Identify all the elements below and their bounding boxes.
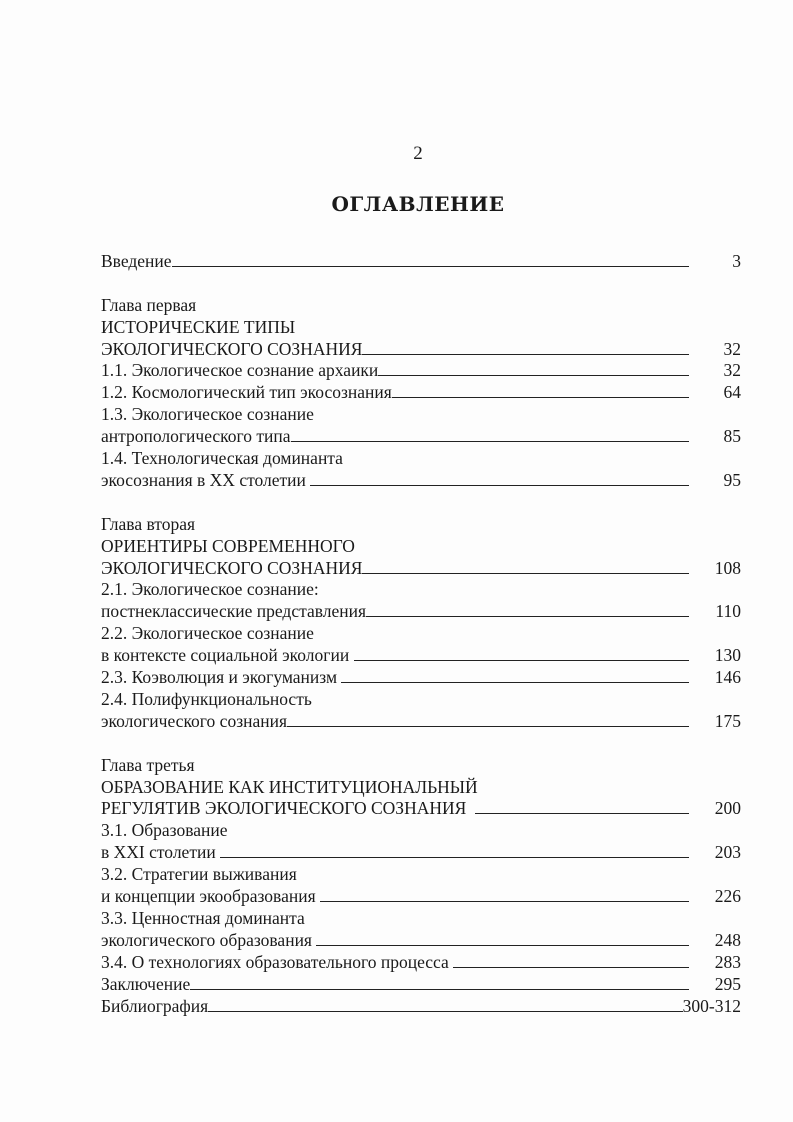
toc-entry: [101, 862, 741, 884]
toc-entry-title: 3.1. Образование: [101, 820, 228, 841]
toc-entry-title: и концепции экообразования: [101, 886, 320, 907]
toc-entry: [101, 402, 741, 424]
toc-entry-title: 2.2. Экологическое сознание: [101, 623, 314, 644]
toc-entry-title: 3.2. Стратегии выживания: [101, 864, 297, 885]
toc-entry-title: 1.1. Экологическое сознание архаики: [101, 360, 379, 381]
toc-entry: [101, 884, 741, 906]
toc-entry: [101, 840, 741, 862]
toc-entry-title: ИСТОРИЧЕСКИЕ ТИПЫ: [101, 316, 296, 337]
toc-entry-title: ЭКОЛОГИЧЕСКОГО СОЗНАНИЯ: [101, 338, 363, 359]
toc-entry: [101, 380, 741, 402]
toc-entry-title: 1.4. Технологическая доминанта: [101, 448, 343, 469]
toc-entry-title: постнеклассические представления: [101, 601, 367, 622]
toc-entry-page: 248: [714, 929, 741, 950]
toc-entry-page: 64: [723, 382, 741, 403]
toc-entry-title: Глава вторая: [101, 513, 196, 534]
leader-line: [190, 988, 689, 990]
toc-entry-page: 3: [732, 250, 741, 271]
toc-entry-page: 200: [714, 798, 741, 819]
toc-entry-title: экологического сознания: [101, 710, 288, 731]
leader-line: [453, 966, 689, 968]
toc-entry: [101, 928, 741, 950]
toc-entry: [101, 994, 741, 1016]
leader-line: [310, 484, 689, 486]
toc-entry-page: 110: [715, 601, 741, 622]
toc-entry-page: 226: [714, 886, 741, 907]
toc-entry-page: 32: [723, 338, 741, 359]
toc-entry-page: 203: [714, 842, 741, 863]
toc-entry-title: в контексте социальной экологии: [101, 645, 354, 666]
toc-entry-page: 95: [723, 469, 741, 490]
toc-entry: [101, 534, 741, 556]
leader-line: [392, 396, 689, 398]
toc-entry-title: 2.4. Полифункциональность: [101, 688, 312, 709]
toc-entry: [101, 556, 741, 578]
toc-entry-title: ОБРАЗОВАНИЕ КАК ИНСТИТУЦИОНАЛЬНЫЙ: [101, 776, 478, 797]
toc-entry-title: 1.2. Космологический тип экосознания: [101, 382, 392, 403]
toc-entry-title: Глава первая: [101, 294, 197, 315]
toc-entry: [101, 709, 741, 731]
page-number: 2: [413, 143, 423, 164]
toc-entry: [101, 468, 741, 490]
toc-entry-page: 300-312: [682, 995, 741, 1016]
toc-entry-title: экосознания в XX столетии: [101, 469, 311, 490]
toc-entry-title: Библиография: [101, 995, 209, 1016]
leader-line: [287, 725, 689, 727]
leader-line: [208, 1010, 682, 1012]
toc-entry: [101, 446, 741, 468]
leader-line: [378, 374, 689, 376]
toc-entry: [101, 775, 741, 797]
toc-entry-page: 146: [714, 667, 741, 688]
toc-entry-title: 1.3. Экологическое сознание: [101, 404, 314, 425]
toc-entry-title: 2.3. Коэволюция и экогуманизм: [101, 667, 342, 688]
toc-entry-title: ЭКОЛОГИЧЕСКОГО СОЗНАНИЯ: [101, 557, 363, 578]
toc-entry: [101, 797, 741, 819]
toc-entry: [101, 643, 741, 665]
toc-entry: [101, 818, 741, 840]
toc-entry-page: 32: [723, 360, 741, 381]
toc-entry: [101, 599, 741, 621]
leader-line: [341, 681, 689, 683]
toc-entry: [101, 293, 741, 315]
toc-entry-page: 130: [714, 645, 741, 666]
toc-entry-title: экологического образования: [101, 929, 317, 950]
toc-entry-title: РЕГУЛЯТИВ ЭКОЛОГИЧЕСКОГО СОЗНАНИЯ: [101, 798, 476, 819]
leader-line: [291, 440, 689, 442]
toc-entry-title: ОРИЕНТИРЫ СОВРЕМЕННОГО: [101, 535, 355, 556]
toc-entry-title: 2.1. Экологическое сознание:: [101, 579, 319, 600]
leader-line: [354, 659, 689, 661]
leader-line: [475, 812, 689, 814]
toc-entry: [101, 687, 741, 709]
toc-entry-page: 175: [714, 710, 741, 731]
toc-entry-title: в XXI столетии: [101, 842, 221, 863]
toc-entry: [101, 665, 741, 687]
toc-entry-page: 283: [714, 951, 741, 972]
toc-entry-title: антропологического типа: [101, 426, 291, 447]
leader-line: [320, 900, 689, 902]
toc-entry: [101, 512, 741, 534]
toc-entry-title: Введение: [101, 250, 172, 271]
toc-entry: [101, 621, 741, 643]
toc-entry: [101, 972, 741, 994]
toc-entry: [101, 424, 741, 446]
table-of-contents: [101, 249, 741, 1016]
toc-entry-page: 85: [723, 426, 741, 447]
toc-entry: [101, 249, 741, 271]
toc-entry-title: Заключение: [101, 973, 191, 994]
toc-entry-title: 3.4. О технологиях образовательного процесса: [101, 951, 454, 972]
page-title: ОГЛАВЛЕНИЕ: [331, 192, 505, 216]
toc-entry-title: 3.3. Ценностная доминанта: [101, 907, 305, 928]
leader-line: [172, 265, 689, 267]
toc-entry: [101, 337, 741, 359]
toc-entry: [101, 578, 741, 600]
toc-entry: [101, 906, 741, 928]
toc-entry-title: Глава третья: [101, 754, 195, 775]
leader-line: [366, 615, 689, 617]
toc-entry-page: 108: [714, 557, 741, 578]
leader-line: [316, 944, 689, 946]
toc-entry: [101, 950, 741, 972]
leader-line: [362, 353, 689, 355]
toc-entry: [101, 359, 741, 381]
toc-entry: [101, 315, 741, 337]
toc-entry-page: 295: [714, 973, 741, 994]
leader-line: [362, 572, 689, 574]
leader-line: [220, 856, 689, 858]
toc-entry: [101, 753, 741, 775]
